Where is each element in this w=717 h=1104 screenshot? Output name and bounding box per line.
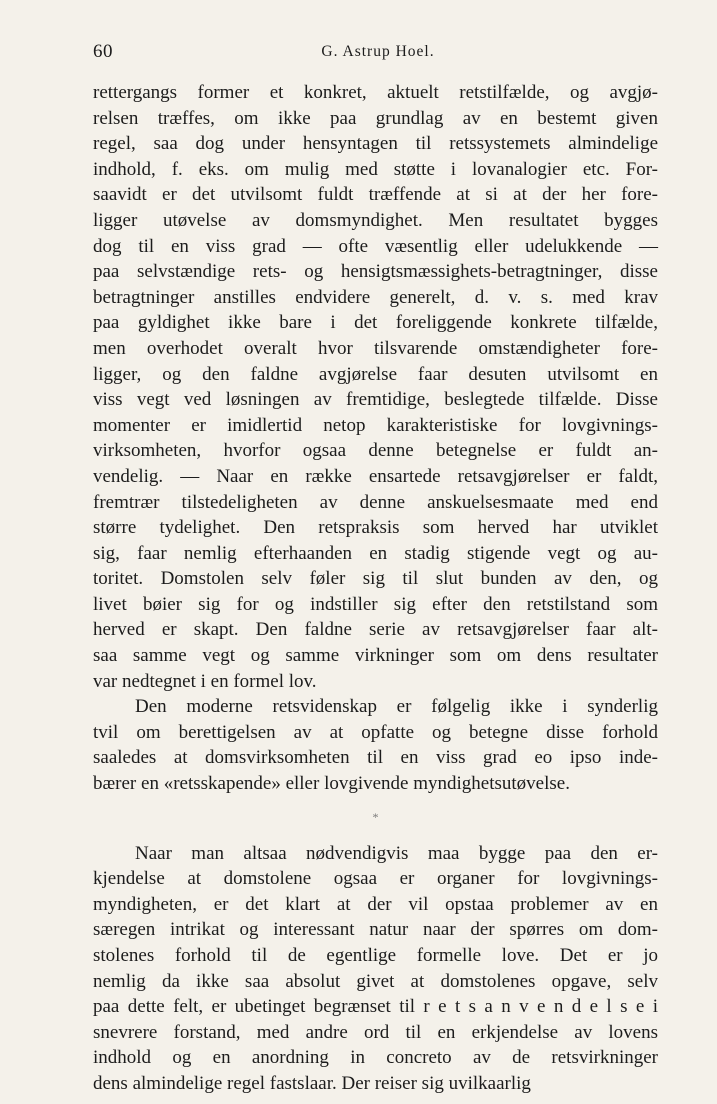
text-line: ligger, og den faldne avgjørelse faar desuten utvilsomt en (93, 363, 658, 385)
text-line: betragtninger anstilles endvidere generelt, d. v. s. med krav (93, 286, 658, 308)
text-line: tvil om berettigelsen av at opfatte og betegne disse forhold (93, 721, 658, 743)
text-line: regel, saa dog under hensyntagen til retssystemets almindelige (93, 133, 658, 155)
text-line: indhold, f. eks. om mulig med støtte i lovanalogier etc. For- (93, 158, 658, 180)
text-line: viss vegt ved løsningen av fremtidige, beslegtede tilfælde. Disse (93, 389, 658, 411)
text-line: fremtrær tilstedeligheten av denne anskuelsesmaate med end (93, 491, 658, 513)
text-line: relsen træffes, om ikke paa grundlag av en bestemt given (93, 107, 658, 129)
running-header (93, 41, 663, 63)
text-line: myndigheten, er det klart at der vil opstaa problemer av en (93, 893, 658, 915)
paragraphs-before-separator (93, 80, 658, 797)
text-line: bærer en «retsskapende» eller lovgivende myndighetsutøvelse. (93, 773, 570, 795)
text-line: stolenes forhold til de egentlige formelle love. Det er jo (93, 945, 658, 966)
text-line: Den moderne retsvidenskap er følgelig ikke i synderlig (135, 696, 658, 718)
text-line: paa gyldighet ikke bare i det foreliggende konkrete tilfælde, (93, 312, 658, 334)
text-line: nemlig da ikke saa absolut givet at domstolenes opgave, selv (93, 970, 658, 992)
text-line: indhold og en anordning in concreto av de retsvirkninger (93, 1047, 658, 1069)
text-line: men overhodet overalt hvor tilsvarende omstændigheter fore- (93, 337, 658, 359)
text-line: paa dette felt, er ubetinget begrænset til r e t s a n v e n d e l s e i (93, 996, 658, 1018)
body-text (93, 80, 658, 1097)
text-line: saavidt er det utvilsomt fuldt træffende at si at der her fore- (93, 184, 658, 206)
text-line: herved er skapt. Den faldne serie av retsavgjørelser faar alt- (93, 619, 658, 641)
header-title: G. Astrup Hoel. (321, 43, 435, 60)
text-line: kjendelse at domstolene ogsaa er organer for lovgivnings- (93, 868, 658, 890)
text-line: rettergangs former et konkret, aktuelt retstilfælde, og avgjø- (93, 82, 658, 103)
paragraph (93, 694, 658, 796)
paragraph (93, 841, 658, 1097)
text-line: dens almindelige regel fastslaar. Der reiser sig uvilkaarlig (93, 1072, 531, 1094)
text-line: vendelig. — Naar en række ensartede retsavgjørelser er faldt, (93, 465, 658, 487)
section-separator-asterisk: * (372, 809, 379, 824)
text-line: livet bøier sig for og indstiller sig efter den retstilstand som (93, 593, 658, 615)
text-line: saaledes at domsvirksomheten til en viss grad eo ipso inde- (93, 747, 658, 769)
text-line: Naar man altsaa nødvendigvis maa bygge paa den er- (135, 842, 658, 864)
text-line: toritet. Domstolen selv føler sig til slut bunden av den, og (93, 568, 658, 590)
paragraphs-after-separator (93, 841, 658, 1097)
text-line: paa selvstændige rets- og hensigtsmæssighets-betragtninger, disse (93, 261, 658, 283)
text-line: ligger utøvelse av domsmyndighet. Men resultatet bygges (93, 209, 658, 231)
text-line: større tydelighet. Den retspraksis som herved har utviklet (93, 517, 658, 539)
text-line: sig, faar nemlig efterhaanden en stadig stigende vegt og au- (93, 542, 658, 564)
text-line: snevrere forstand, med andre ord til en erkjendelse av lovens (93, 1021, 658, 1043)
text-line: dog til en viss grad — ofte væsentlig eller udelukkende — (93, 235, 658, 257)
text-line: særegen intrikat og interessant natur naar der spørres om dom- (93, 919, 658, 941)
paragraph (93, 80, 658, 694)
page-number: 60 (93, 41, 113, 62)
text-line: saa samme vegt og samme virkninger som om dens resultater (93, 645, 658, 667)
text-line: momenter er imidlertid netop karakteristiske for lovgivnings- (93, 414, 658, 436)
text-line: virksomheten, hvorfor ogsaa denne betegnelse er fuldt an- (93, 440, 658, 462)
text-line: var nedtegnet i en formel lov. (93, 670, 317, 692)
